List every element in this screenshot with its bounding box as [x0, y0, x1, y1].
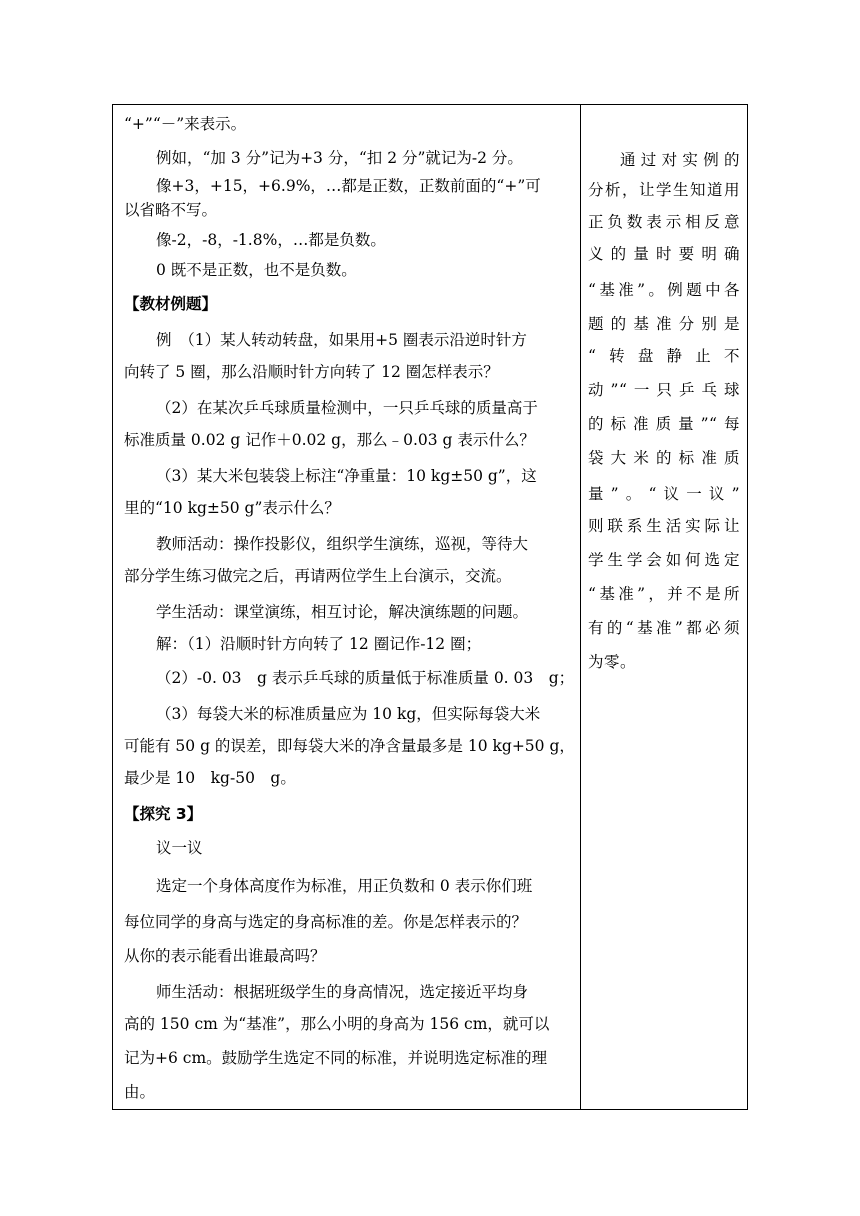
- text-line: 由。: [124, 1083, 156, 1101]
- text-line: 部分学生练习做完之后，再请两位学生上台演示，交流。: [124, 567, 512, 585]
- note-line: “基准”。例题中各: [588, 281, 740, 299]
- note-line: 学生学会如何选定: [588, 551, 740, 569]
- note-line: 有的“基准”都必须: [588, 619, 740, 637]
- note-line: 动”“一只乒乓球: [588, 381, 740, 399]
- note-line: “转盘静止不: [588, 347, 740, 365]
- text-line: 可能有 50 g 的误差，即每袋大米的净含量最多是 10 kg+50 g，: [124, 737, 575, 755]
- text-line: 学生活动：课堂演练，相互讨论，解决演练题的问题。: [156, 603, 529, 621]
- note-line: 题的基准分别是: [588, 315, 740, 333]
- text-line: 教师活动：操作投影仪，组织学生演练，巡视，等待大: [156, 535, 529, 553]
- section-heading-explore-3: 【探究 3】: [124, 805, 203, 823]
- text-line: 解：（1）沿顺时针方向转了 12 圈记作-12 圈；: [156, 635, 482, 653]
- text-line: 选定一个身体高度作为标准，用正负数和 0 表示你们班: [156, 877, 533, 895]
- column-divider: [580, 104, 581, 1110]
- text-line: 以省略不写。: [124, 201, 218, 219]
- text-line: 0 既不是正数，也不是负数。: [156, 261, 357, 279]
- text-line: （2）-0. 03 g 表示乒乓球的质量低于标准质量 0. 03 g；: [156, 669, 575, 687]
- text-line: 例如，“加 3 分”记为+3 分，“扣 2 分”就记为-2 分。: [156, 149, 523, 167]
- note-line: 分析，让学生知道用: [588, 181, 740, 199]
- text-line: “+”“－”来表示。: [124, 115, 247, 133]
- section-heading-textbook-example: 【教材例题】: [124, 295, 218, 313]
- text-line: 高的 150 cm 为“基准”，那么小明的身高为 156 cm，就可以: [124, 1015, 550, 1033]
- note-line: 通过对实例的: [620, 151, 740, 169]
- note-line: 义的量时要明确: [588, 245, 740, 263]
- text-line: 每位同学的身高与选定的身高标准的差。你是怎样表示的？: [124, 913, 528, 931]
- note-line: 的标准质量”“每: [588, 415, 740, 433]
- text-line: 里的“10 kg±50 g”表示什么？: [124, 499, 340, 517]
- text-line: 最少是 10 kg-50 g。: [124, 769, 296, 787]
- text-line: 师生活动：根据班级学生的身高情况，选定接近平均身: [156, 983, 529, 1001]
- text-line: 议一议: [156, 839, 203, 857]
- note-line: 为零。: [588, 653, 637, 671]
- text-line: （3）某大米包装袋上标注“净重量：10 kg±50 g”，这: [156, 467, 537, 485]
- text-line: （3）每袋大米的标准质量应为 10 kg，但实际每袋大米: [156, 705, 541, 723]
- text-line: （2）在某次乒乓球质量检测中，一只乒乓球的质量高于: [156, 399, 538, 417]
- note-line: 量”。“议一议”: [588, 485, 740, 503]
- text-line: 像-2，-8，-1.8%，…都是负数。: [156, 231, 386, 249]
- text-line: 像+3，+15，+6.9%，…都是正数，正数前面的“+”可: [156, 177, 541, 195]
- note-line: 正负数表示相反意: [588, 213, 740, 231]
- note-line: 则联系生活实际让: [588, 517, 740, 535]
- text-line: 记为+6 cm。鼓励学生选定不同的标准，并说明选定标准的理: [124, 1049, 548, 1067]
- note-line: 袋大米的标准质: [588, 449, 740, 467]
- text-line: 从你的表示能看出谁最高吗？: [124, 947, 326, 965]
- text-line: 例 （1）某人转动转盘，如果用+5 圈表示沿逆时针方: [156, 331, 527, 349]
- note-line: “基准”，并不是所: [588, 585, 740, 603]
- text-line: 标准质量 0.02 g 记作＋0.02 g，那么﹣0.03 g 表示什么？: [124, 431, 535, 449]
- text-line: 向转了 5 圈，那么沿顺时针方向转了 12 圈怎样表示？: [124, 363, 499, 381]
